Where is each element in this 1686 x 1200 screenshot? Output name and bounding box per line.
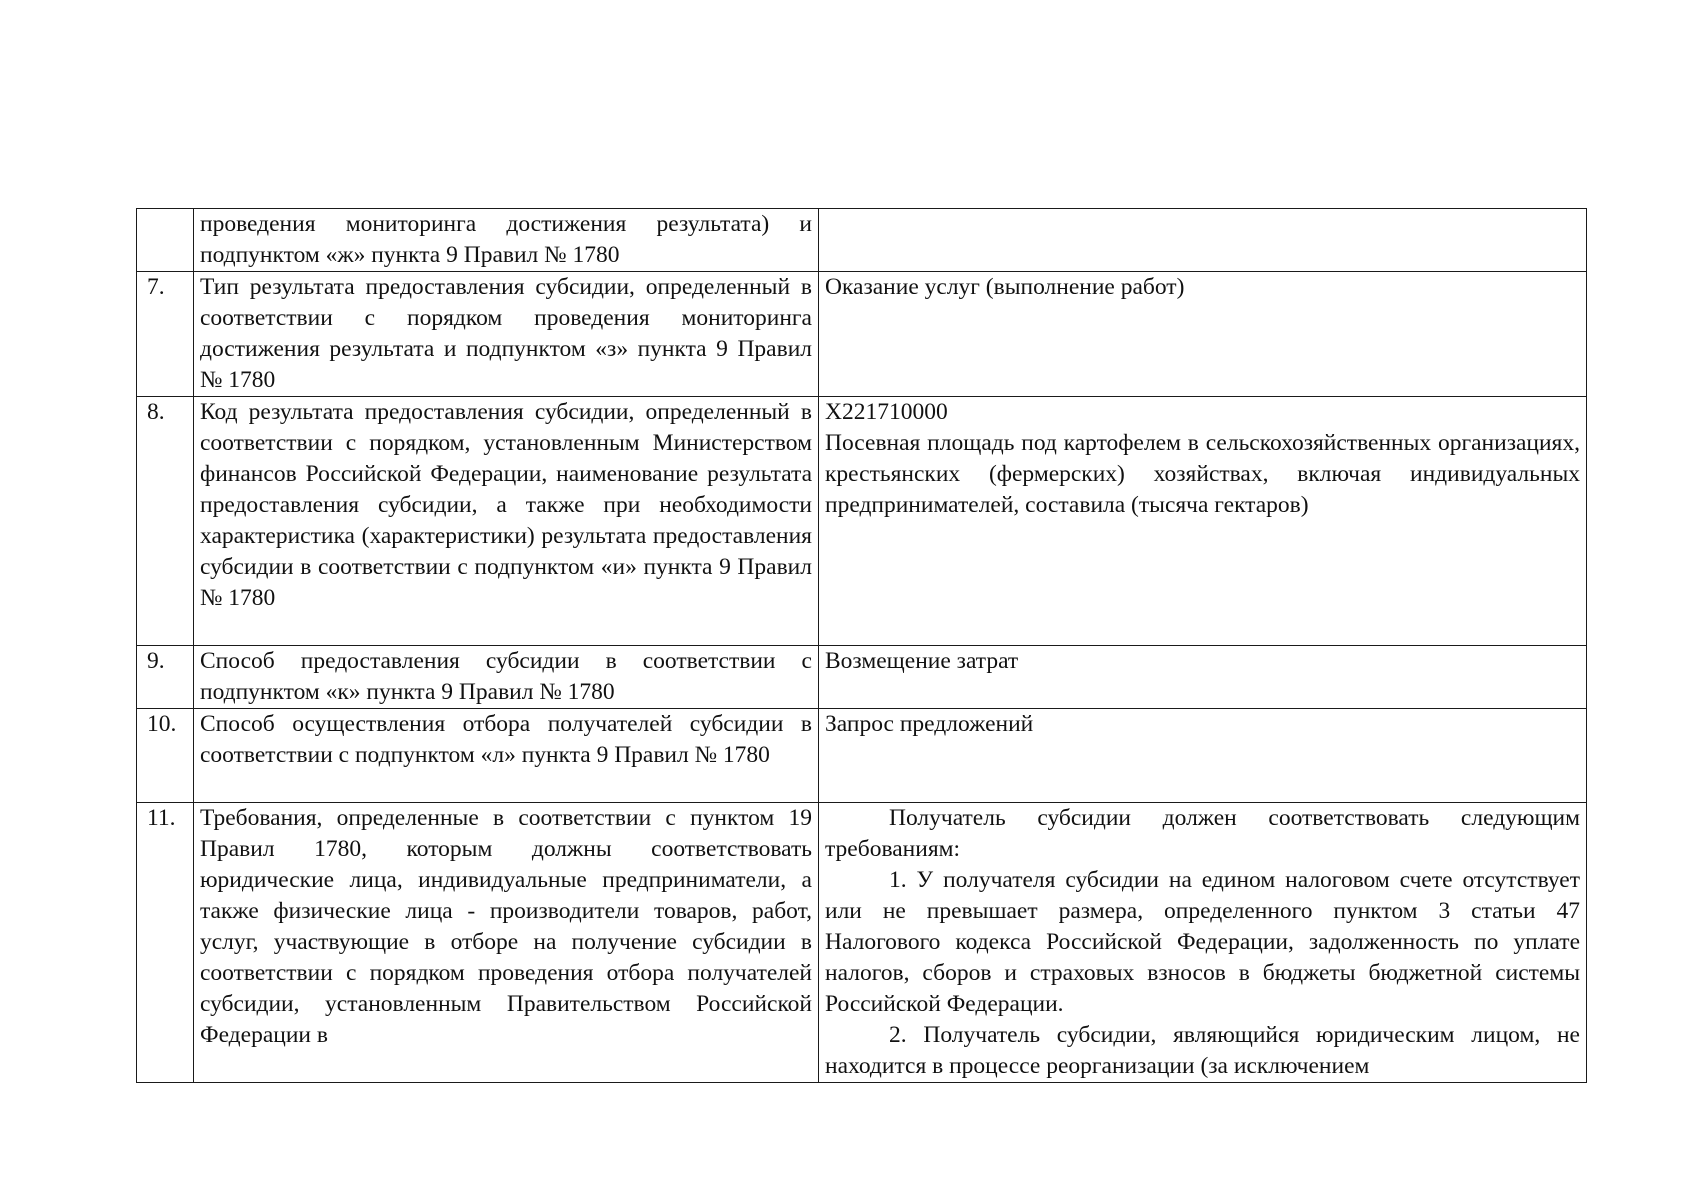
requirements-table bbox=[136, 208, 1587, 1083]
row-value-text: Возмещение затрат bbox=[825, 648, 1019, 674]
requirement-item: 2. Получатель субсидии, являющийся юридическим лицом, не находится в процессе реорганизации (за исключением bbox=[825, 1022, 1580, 1079]
table-row bbox=[137, 397, 1587, 646]
table-row bbox=[137, 272, 1587, 397]
row-label bbox=[194, 646, 819, 709]
row-number: 7. bbox=[137, 272, 194, 397]
row-value bbox=[819, 709, 1587, 803]
row-value bbox=[819, 397, 1587, 646]
row-number: 9. bbox=[137, 646, 194, 709]
row-label-text: Способ предоставления субсидии в соответствии с подпунктом «к» пункта 9 Правил № 1780 bbox=[200, 648, 812, 705]
row-value-text: Запрос предложений bbox=[825, 711, 1034, 737]
row-label-text: Код результата предоставления субсидии, определенный в соответствии с порядком, установленным Министерством финансов Российской Федерации, наименование результата предоставления субсидии, а также при необходимости характеристика (характеристики) результата предоставления субсидии в соответствии с подпунктом «и» пункта 9 Правил № 1780 bbox=[200, 399, 812, 611]
row-label-text: Требования, определенные в соответствии с пунктом 19 Правил 1780, которым должны соответствовать юридические лица, индивидуальные предприниматели, а также физические лица - производители товаров, работ, услуг, участвующие в отборе на получение субсидии в соответствии с порядком проведения отбора получателей субсидии, установленным Правительством Российской Федерации в bbox=[200, 805, 812, 1048]
row-value bbox=[819, 209, 1587, 272]
requirements-intro: Получатель субсидии должен соответствовать следующим требованиям: bbox=[825, 805, 1580, 862]
row-number: 8. bbox=[137, 397, 194, 646]
requirement-item: 1. У получателя субсидии на едином налоговом счете отсутствует или не превышает размера, определенного пунктом 3 статьи 47 Налогового кодекса Российской Федерации, задолженность по уплате налогов, сборов и страховых взносов в бюджеты бюджетной системы Российской Федерации. bbox=[825, 867, 1580, 1017]
result-code: X221710000 bbox=[825, 399, 948, 425]
row-value bbox=[819, 646, 1587, 709]
row-label bbox=[194, 397, 819, 646]
row-label bbox=[194, 709, 819, 803]
row-label-text: Тип результата предоставления субсидии, определенный в соответствии с порядком проведения мониторинга достижения результата и подпунктом «з» пункта 9 Правил № 1780 bbox=[200, 274, 812, 393]
table-row bbox=[137, 209, 1587, 272]
table-row bbox=[137, 803, 1587, 1083]
row-label bbox=[194, 209, 819, 272]
table-row bbox=[137, 709, 1587, 803]
row-number: 10. bbox=[137, 709, 194, 803]
row-label-text: Способ осуществления отбора получателей субсидии в соответствии с подпунктом «л» пункта 9 Правил № 1780 bbox=[200, 711, 812, 768]
table-row bbox=[137, 646, 1587, 709]
row-number: 11. bbox=[137, 803, 194, 1083]
result-name: Посевная площадь под картофелем в сельскохозяйственных организациях, крестьянских (фермерских) хозяйствах, включая индивидуальных предпринимателей, составила (тысяча гектаров) bbox=[825, 430, 1580, 518]
row-label bbox=[194, 803, 819, 1083]
row-value bbox=[819, 803, 1587, 1083]
row-label bbox=[194, 272, 819, 397]
row-value bbox=[819, 272, 1587, 397]
row-label-text: проведения мониторинга достижения результата) и подпунктом «ж» пункта 9 Правил № 1780 bbox=[200, 211, 812, 268]
row-number bbox=[137, 209, 194, 272]
row-value-text: Оказание услуг (выполнение работ) bbox=[825, 274, 1185, 300]
